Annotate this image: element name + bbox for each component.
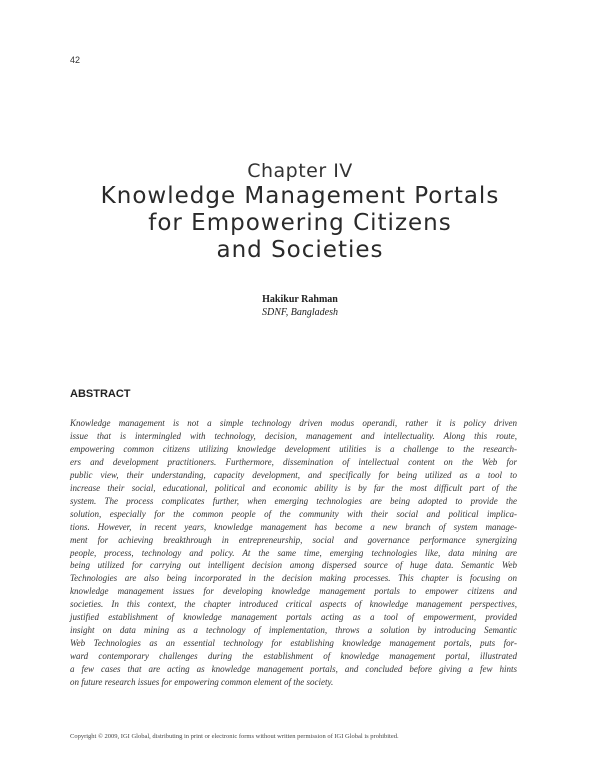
chapter-label: Chapter IV: [247, 160, 353, 182]
abstract-line: knowledge management issues for developing knowledge management portals to empower citizens and: [70, 586, 517, 597]
abstract-heading: ABSTRACT: [70, 388, 131, 400]
abstract-line: empowering common citizens utilizing knowledge development utilities is a challenge to the research-: [70, 443, 517, 454]
abstract-line: societies. In this context, the chapter introduced critical aspects of knowledge management perspectives,: [70, 599, 517, 610]
abstract-line: increase their social, educational, political and economic ability is by far the most difficult part of the: [70, 482, 517, 493]
abstract-body: [70, 417, 517, 689]
abstract-line: system. The process complicates further, when emerging technologies are being adopted to provide the: [70, 495, 517, 506]
author-name: Hakikur Rahman: [262, 294, 338, 305]
abstract-line: tions. However, in recent years, knowledge management has become a new branch of system manage-: [70, 521, 517, 532]
abstract-line: Technologies are also being incorporated in the decision making processes. This chapter is focusing on: [70, 573, 517, 584]
abstract-line: people, process, technology and policy. At the same time, emerging technologies like, data mining are: [70, 547, 517, 558]
abstract-line: public view, their understanding, capacity development, and specifically for being utilized as a tool to: [70, 469, 517, 480]
abstract-line: issue that is intermingled with technology, decision, management and intellectuality. Along this route,: [70, 430, 517, 441]
abstract-line: Web Technologies as an essential technology for establishing knowledge management portals, puts for-: [70, 638, 517, 649]
copyright-notice: Copyright © 2009, IGI Global, distributing in print or electronic forms without written permission of IGI Global is prohibited.: [70, 733, 399, 740]
abstract-line: ward contemporary challenges during the establishment of knowledge management portal, illustrated: [70, 651, 517, 662]
author-affiliation: SDNF, Bangladesh: [262, 307, 338, 318]
abstract-line: ers and development practitioners. Furthermore, dissemination of intellectual content on the Web for: [70, 456, 517, 467]
author-block: [0, 293, 600, 319]
abstract-line: solution, especially for the common people of the community with their social and political implica-: [70, 508, 517, 519]
abstract-line: a few cases that are acting as knowledge management portals, and concluded before giving a few hints: [70, 664, 517, 675]
chapter-title-line: and Societies: [216, 237, 384, 263]
abstract-line: insight on data mining as a technology of implementation, throws a solution by introducing Semantic: [70, 625, 517, 636]
chapter-title-line: Knowledge Management Portals: [100, 183, 500, 209]
chapter-title: [40, 183, 560, 264]
abstract-line: ment for achieving breakthrough in entrepreneurship, social and governance performance synergizing: [70, 534, 517, 545]
abstract-line: on future research issues for empowering common element of the society.: [70, 677, 334, 688]
abstract-line: Knowledge management is not a simple technology driven modus operandi, rather it is policy driven: [70, 418, 517, 428]
chapter-title-line: for Empowering Citizens: [148, 210, 452, 236]
page-number: 42: [70, 55, 81, 65]
abstract-line: justified establishment of knowledge management portals acting as a tool of empowerment, provided: [70, 612, 517, 623]
abstract-line: being utilized for carrying out intelligent decision among dispersed source of huge data. Semantic Web: [70, 560, 517, 571]
